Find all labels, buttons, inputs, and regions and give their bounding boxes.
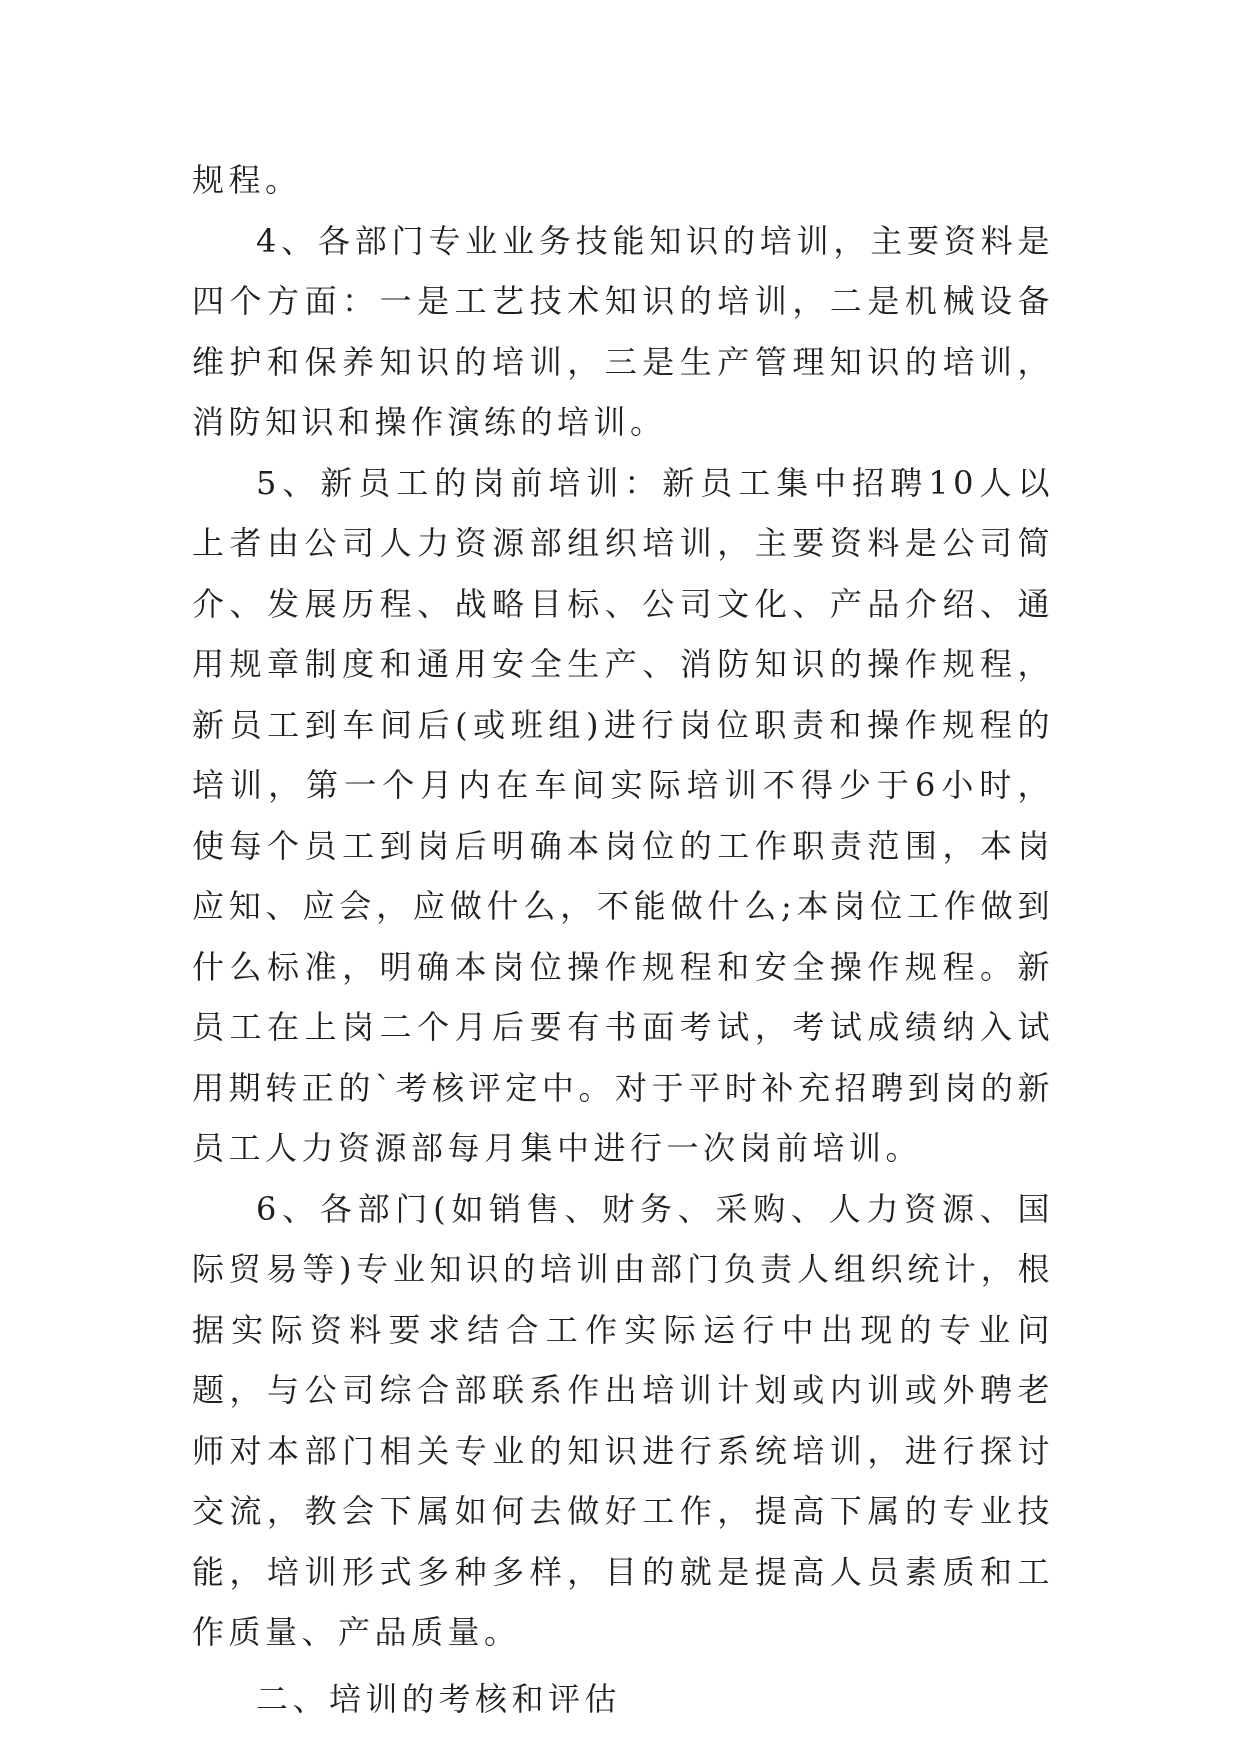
paragraph-item-5: 5、新员工的岗前培训：新员工集中招聘10人以上者由公司人力资源部组织培训，主要资料是公司简介、发展历程、战略目标、公司文化、产品介绍、通用规章制度和通用安全生产、消防知识的操作规程，新员工到车间后(或班组)进行岗位职责和操作规程的培训，第一个月内在车间实际培训不得少于6小时，使每个员工到岗后明确本岗位的工作职责范围，本岗应知、应会，应做什么，不能做什么;本岗位工作做到什么标准，明确本岗位操作规程和安全操作规程。新员工在上岗二个月后要有书面考试，考试成绩纳入试用期转正的`考核评定中。对于平时补充招聘到岗的新员工人力资源部每月集中进行一次岗前培训。	[192, 463, 1054, 1167]
section-heading: 二、培训的考核和评估	[256, 1679, 622, 1718]
document-body	[192, 150, 1054, 1729]
paragraph-continuation: 规程。	[192, 161, 302, 199]
paragraph-item-6: 6、各部门(如销售、财务、采购、人力资源、国际贸易等)专业知识的培训由部门负责人组织统计，根据实际资料要求结合工作实际运行中出现的专业问题，与公司综合部联系作出培训计划或内训或外聘老师对本部门相关专业的知识进行系统培训，进行探讨交流，教会下属如何去做好工作，提高下属的专业技能，培训形式多种多样，目的就是提高人员素质和工作质量、产品质量。	[192, 1189, 1054, 1651]
paragraph-item-4: 4、各部门专业业务技能知识的培训，主要资料是四个方面：一是工艺技术知识的培训，二是机械设备维护和保养知识的培训，三是生产管理知识的培训，消防知识和操作演练的培训。	[192, 221, 1054, 441]
